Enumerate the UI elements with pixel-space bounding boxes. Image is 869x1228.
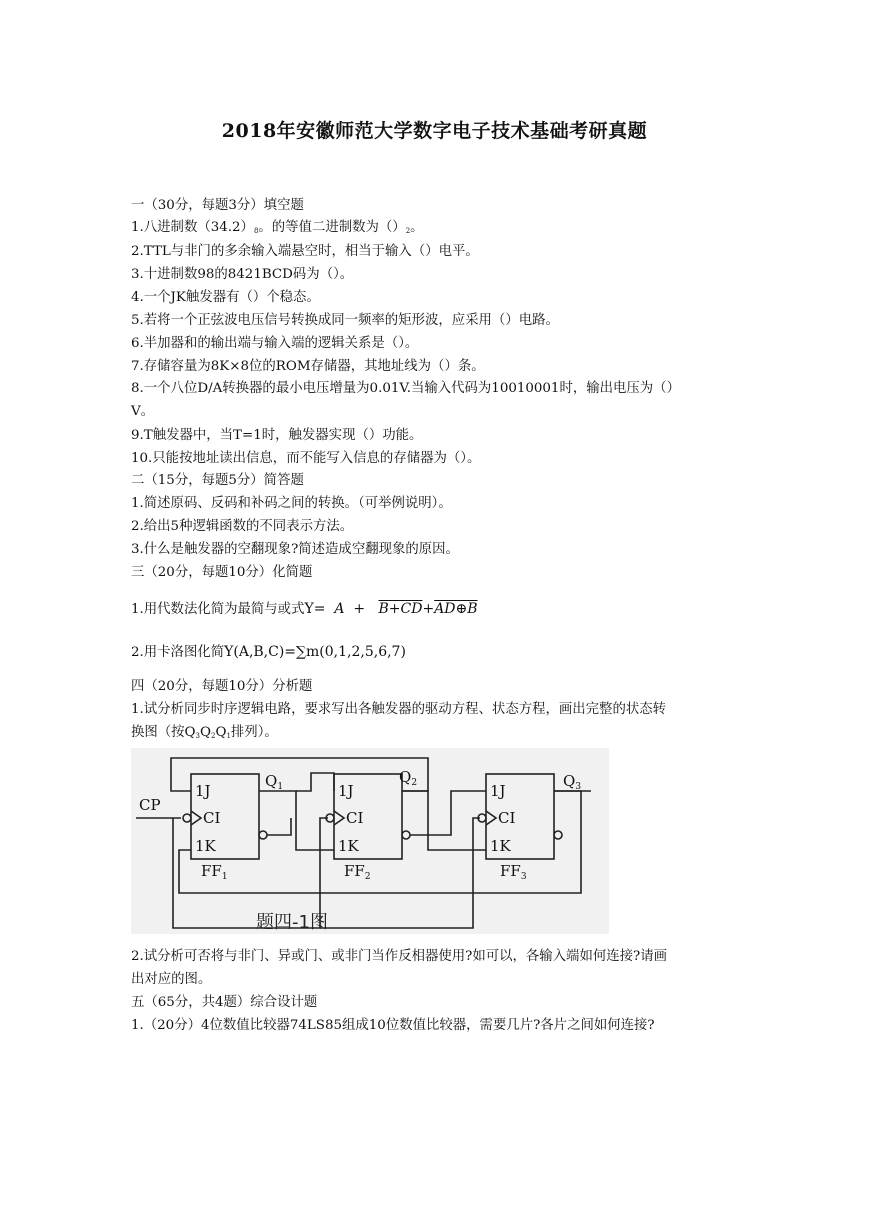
s1-question-8-cont: V。 — [131, 404, 155, 419]
s1-question-6: 6.半加器和的输出端与输入端的逻辑关系是（）。 — [131, 336, 419, 351]
ff1-k-label: 1K — [195, 837, 216, 855]
s1-question-3: 3.十进制数98的8421BCD码为（）。 — [131, 267, 354, 282]
ff1-j-label: 1J — [195, 782, 211, 800]
section-3-heading: 三（20分，每题10分）化简题 — [131, 565, 313, 580]
s4-question-2-cont: 出对应的图。 — [131, 972, 212, 987]
s2-question-2: 2.给出5种逻辑函数的不同表示方法。 — [131, 519, 354, 534]
s1-question-8: 8.一个八位D/A转换器的最小电压增量为0.01V.当输入代码为10010001时，输出电压为（） — [131, 381, 680, 396]
s1-question-4: 4.一个JK触发器有（）个稳态。 — [131, 290, 320, 305]
ff3-q-label: $Q_3$ — [563, 772, 582, 792]
s4-question-1: 1.试分析同步时序逻辑电路，要求写出各触发器的驱动方程、状态方程，画出完整的状态转 — [131, 702, 667, 717]
page-title: 2018年安徽师范大学数字电子技术基础考研真题 — [221, 120, 648, 142]
ff2-q-label: $Q_2$ — [399, 768, 418, 788]
ff2-j-label: 1J — [338, 782, 354, 800]
s1-question-5: 5.若将一个正弦波电压信号转换成同一频率的矩形波，应采用（）电路。 — [131, 313, 559, 328]
ff3-c-label: CI — [498, 809, 516, 827]
simplify-formula: Y= A + B+CD+AD⊕B — [304, 601, 478, 617]
s4-question-1-cont: 换图（按$Q_3Q_2Q_1$排列）。 — [131, 725, 278, 740]
s2-question-3: 3.什么是触发器的空翻现象?简述造成空翻现象的原因。 — [131, 542, 459, 557]
ff2-c-label: CI — [346, 809, 364, 827]
s4-question-2: 2.试分析可否将与非门、异或门、或非门当作反相器使用?如可以，各输入端如何连接?请画 — [131, 949, 667, 964]
ff3-k-label: 1K — [490, 837, 511, 855]
s5-question-1: 1.（20分）4位数值比较器74LS85组成10位数值比较器，需要几片?各片之间如何连接? — [131, 1018, 655, 1033]
ff1-c-label: CI — [203, 809, 221, 827]
s1-question-9: 9.T触发器中，当T=1时，触发器实现（）功能。 — [131, 428, 423, 443]
ff2-k-label: 1K — [338, 837, 359, 855]
s1-question-1: 1.八进制数$(34.2)_8$。的等值二进制数为$()_2$。 — [131, 220, 424, 235]
section-5-heading: 五（65分，共4题）综合设计题 — [131, 995, 318, 1010]
ff3-name: $FF_3$ — [500, 862, 527, 882]
section-1-heading: 一（30分，每题3分）填空题 — [131, 198, 304, 213]
cp-label: CP — [139, 796, 161, 814]
section-4-heading: 四（20分，每题10分）分析题 — [131, 679, 313, 694]
ff1-name: $FF_1$ — [201, 862, 228, 882]
s1-question-2: 2.TTL与非门的多余输入端悬空时，相当于输入（）电平。 — [131, 244, 479, 259]
s3-question-2: 2.用卡洛图化简Y(A,B,C)=∑m(0,1,2,5,6,7) — [131, 644, 406, 660]
ff1-q-label: $Q_1$ — [265, 772, 284, 792]
s3-question-1: 1.用代数法化简为最简与或式Y= A + B+CD+AD⊕B — [131, 601, 478, 617]
s2-question-1: 1.简述原码、反码和补码之间的转换。（可举例说明）。 — [131, 496, 452, 511]
section-2-heading: 二（15分，每题5分）简答题 — [131, 473, 304, 488]
s1-question-10: 10.只能按地址读出信息，而不能写入信息的存储器为（）。 — [131, 451, 481, 466]
ff2-name: $FF_2$ — [344, 862, 371, 882]
figure-caption: 题四-1图 — [256, 912, 328, 933]
circuit-figure — [131, 748, 609, 934]
s1-question-7: 7.存储容量为8K×8位的ROM存储器，其地址线为（）条。 — [131, 359, 485, 374]
ff3-j-label: 1J — [490, 782, 506, 800]
karnaugh-formula: Y(A,B,C)=∑m(0,1,2,5,6,7) — [224, 644, 406, 660]
